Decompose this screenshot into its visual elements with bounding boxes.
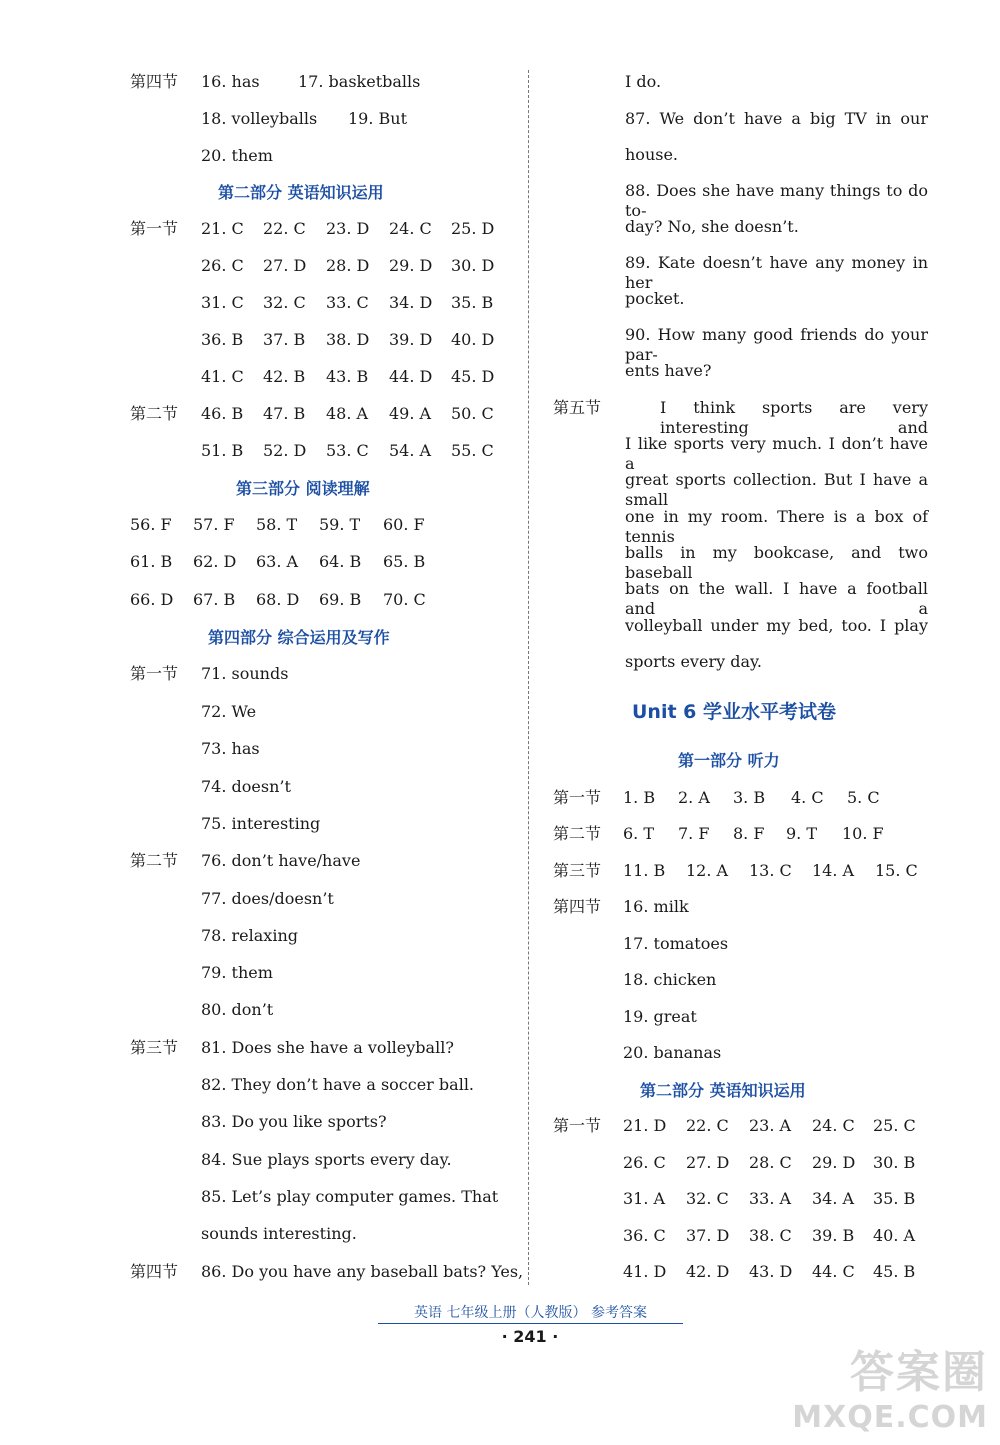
answer: 76. don’t have/have: [201, 851, 361, 870]
answer: 43. B: [326, 367, 369, 386]
answer: 44. D: [389, 367, 433, 386]
answer: 44. C: [812, 1262, 855, 1281]
answer: 19. great: [623, 1007, 697, 1026]
answer: 52. D: [263, 441, 307, 460]
answer: 78. relaxing: [201, 926, 298, 945]
answer: 45. D: [451, 367, 495, 386]
answer: 42. B: [263, 367, 306, 386]
answer: 5. C: [847, 788, 880, 807]
answer: 17. basketballs: [298, 72, 421, 91]
section-label: 第三节: [130, 1038, 179, 1057]
answer: I do.: [625, 72, 662, 91]
answer: 37. D: [686, 1226, 730, 1245]
answer: 17. tomatoes: [623, 934, 729, 953]
answer: 77. does/doesn’t: [201, 889, 334, 908]
essay-line: balls in my bookcase, and two baseball: [625, 543, 928, 582]
answer: 45. B: [873, 1262, 916, 1281]
answer: 12. A: [686, 861, 729, 880]
answer: ents have?: [625, 361, 712, 380]
answer: 39. B: [812, 1226, 855, 1245]
answer: pocket.: [625, 289, 685, 308]
answer: 57. F: [193, 515, 235, 534]
answer: 51. B: [201, 441, 244, 460]
answer: 48. A: [326, 404, 369, 423]
section-label: 第一节: [553, 788, 602, 807]
essay-line: I like sports very much. I don’t have a: [625, 434, 928, 473]
section-label: 第二节: [130, 851, 179, 870]
answer: 83. Do you like sports?: [201, 1112, 387, 1131]
answer: 59. T: [319, 515, 361, 534]
answer: 49. A: [389, 404, 432, 423]
section-label: 第四节: [130, 72, 179, 91]
answer: 30. D: [451, 256, 495, 275]
part-heading: 第三部分 阅读理解: [236, 479, 370, 498]
answer: 43. D: [749, 1262, 793, 1281]
answer: 3. B: [733, 788, 766, 807]
answer: house.: [625, 145, 679, 164]
section-label: 第四节: [130, 1262, 179, 1281]
answer: 50. C: [451, 404, 494, 423]
answer: 15. C: [875, 861, 918, 880]
answer: 84. Sue plays sports every day.: [201, 1150, 452, 1169]
answer: 32. C: [263, 293, 306, 312]
answer: 75. interesting: [201, 814, 321, 833]
answer: 63. A: [256, 552, 299, 571]
answer: 18. volleyballs: [201, 109, 318, 128]
answer: 47. B: [263, 404, 306, 423]
answer: 86. Do you have any baseball bats? Yes,: [201, 1262, 524, 1281]
answer: 22. C: [263, 219, 306, 238]
part-heading: 第二部分 英语知识运用: [218, 183, 384, 202]
answer: 9. T: [786, 824, 818, 843]
answer: 41. C: [201, 367, 244, 386]
answer: 85. Let’s play computer games. That: [201, 1187, 499, 1206]
answer: 20. them: [201, 146, 273, 165]
answer: 68. D: [256, 590, 300, 609]
answer: 73. has: [201, 739, 260, 758]
answer: 60. F: [383, 515, 425, 534]
answer: 37. B: [263, 330, 306, 349]
answer: 11. B: [623, 861, 666, 880]
section-label: 第一节: [130, 219, 179, 238]
answer: 31. C: [201, 293, 244, 312]
section-label: 第二节: [553, 824, 602, 843]
answer: 29. D: [389, 256, 433, 275]
answer: 36. B: [201, 330, 244, 349]
answer: 42. D: [686, 1262, 730, 1281]
answer: 4. C: [791, 788, 824, 807]
answer: 27. D: [686, 1153, 730, 1172]
answer: 69. B: [319, 590, 362, 609]
essay-line: I think sports are very interesting and: [660, 398, 928, 437]
answer: 32. C: [686, 1189, 729, 1208]
answer: 22. C: [686, 1116, 729, 1135]
answer: 21. D: [623, 1116, 667, 1135]
section-label: 第一节: [130, 664, 179, 683]
answer: sounds interesting.: [201, 1224, 357, 1243]
essay-line: great sports collection. But I have a small: [625, 470, 928, 509]
answer: 34. A: [812, 1189, 855, 1208]
answer: 74. doesn’t: [201, 777, 291, 796]
answer: 53. C: [326, 441, 369, 460]
column-divider: [528, 70, 529, 1285]
answer: 28. D: [326, 256, 370, 275]
answer: 65. B: [383, 552, 426, 571]
unit-title: Unit 6 学业水平考试卷: [632, 701, 836, 723]
answer: 64. B: [319, 552, 362, 571]
answer: 87. We don’t have a big TV in our: [625, 109, 928, 128]
answer: 66. D: [130, 590, 174, 609]
answer: 13. C: [749, 861, 792, 880]
answer: 72. We: [201, 702, 257, 721]
part-heading: 第二部分 英语知识运用: [640, 1081, 806, 1100]
answer: 8. F: [733, 824, 765, 843]
answer: 36. C: [623, 1226, 666, 1245]
answer: 19. But: [348, 109, 408, 128]
answer: 20. bananas: [623, 1043, 722, 1062]
answer: 31. A: [623, 1189, 666, 1208]
section-label: 第五节: [553, 398, 602, 417]
answer: 80. don’t: [201, 1000, 274, 1019]
answer: 61. B: [130, 552, 173, 571]
answer: 55. C: [451, 441, 494, 460]
answer: 23. D: [326, 219, 370, 238]
section-label: 第二节: [130, 404, 179, 423]
answer: 30. B: [873, 1153, 916, 1172]
answer: 28. C: [749, 1153, 792, 1172]
answer: 81. Does she have a volleyball?: [201, 1038, 454, 1057]
answer: 39. D: [389, 330, 433, 349]
part-heading: 第一部分 听力: [678, 751, 780, 770]
answer: 16. milk: [623, 897, 689, 916]
watermark-url: MXQE.COM: [792, 1400, 988, 1435]
essay-line: sports every day.: [625, 652, 762, 671]
answer: 14. A: [812, 861, 855, 880]
answer: 23. A: [749, 1116, 792, 1135]
answer: 2. A: [678, 788, 710, 807]
answer: 62. D: [193, 552, 237, 571]
answer: 79. them: [201, 963, 273, 982]
answer: 54. A: [389, 441, 432, 460]
answer: 29. D: [812, 1153, 856, 1172]
answer: 67. B: [193, 590, 236, 609]
answer: 34. D: [389, 293, 433, 312]
answer: 21. C: [201, 219, 244, 238]
answer: 56. F: [130, 515, 172, 534]
answer: 25. C: [873, 1116, 916, 1135]
answer: 82. They don’t have a soccer ball.: [201, 1075, 475, 1094]
answer: 90. How many good friends do your par-: [625, 325, 928, 364]
answer: 10. F: [842, 824, 884, 843]
essay-line: volleyball under my bed, too. I play: [625, 616, 928, 635]
answer: 70. C: [383, 590, 426, 609]
answer: 38. C: [749, 1226, 792, 1245]
answer: 26. C: [623, 1153, 666, 1172]
answer: 35. B: [451, 293, 494, 312]
section-label: 第一节: [553, 1116, 602, 1135]
essay-line: one in my room. There is a box of tennis: [625, 507, 928, 546]
answer: 71. sounds: [201, 664, 289, 683]
answer: 58. T: [256, 515, 298, 534]
part-heading: 第四部分 综合运用及写作: [208, 628, 390, 647]
section-label: 第四节: [553, 897, 602, 916]
answer: 41. D: [623, 1262, 667, 1281]
answer: 24. C: [389, 219, 432, 238]
answer: 18. chicken: [623, 970, 717, 989]
answer: 7. F: [678, 824, 710, 843]
footer-title: 英语 七年级上册（人教版） 参考答案: [378, 1303, 683, 1324]
answer: 1. B: [623, 788, 656, 807]
answer: 33. C: [326, 293, 369, 312]
watermark-logo: [792, 1336, 988, 1435]
answer: 16. has: [201, 72, 260, 91]
answer: 26. C: [201, 256, 244, 275]
page-number: · 241 ·: [501, 1327, 559, 1346]
answer: 35. B: [873, 1189, 916, 1208]
answer: 89. Kate doesn’t have any money in her: [625, 253, 928, 292]
answer: 88. Does she have many things to do to-: [625, 181, 928, 220]
answer: 6. T: [623, 824, 655, 843]
answer: 46. B: [201, 404, 244, 423]
answer: 40. A: [873, 1226, 916, 1245]
essay-line: bats on the wall. I have a football and a: [625, 579, 928, 618]
watermark-text: 答案圈: [850, 1347, 988, 1398]
answer: 25. D: [451, 219, 495, 238]
answer: 33. A: [749, 1189, 792, 1208]
section-label: 第三节: [553, 861, 602, 880]
answer: day? No, she doesn’t.: [625, 217, 799, 236]
answer: 40. D: [451, 330, 495, 349]
answer: 24. C: [812, 1116, 855, 1135]
answer: 38. D: [326, 330, 370, 349]
answer: 27. D: [263, 256, 307, 275]
